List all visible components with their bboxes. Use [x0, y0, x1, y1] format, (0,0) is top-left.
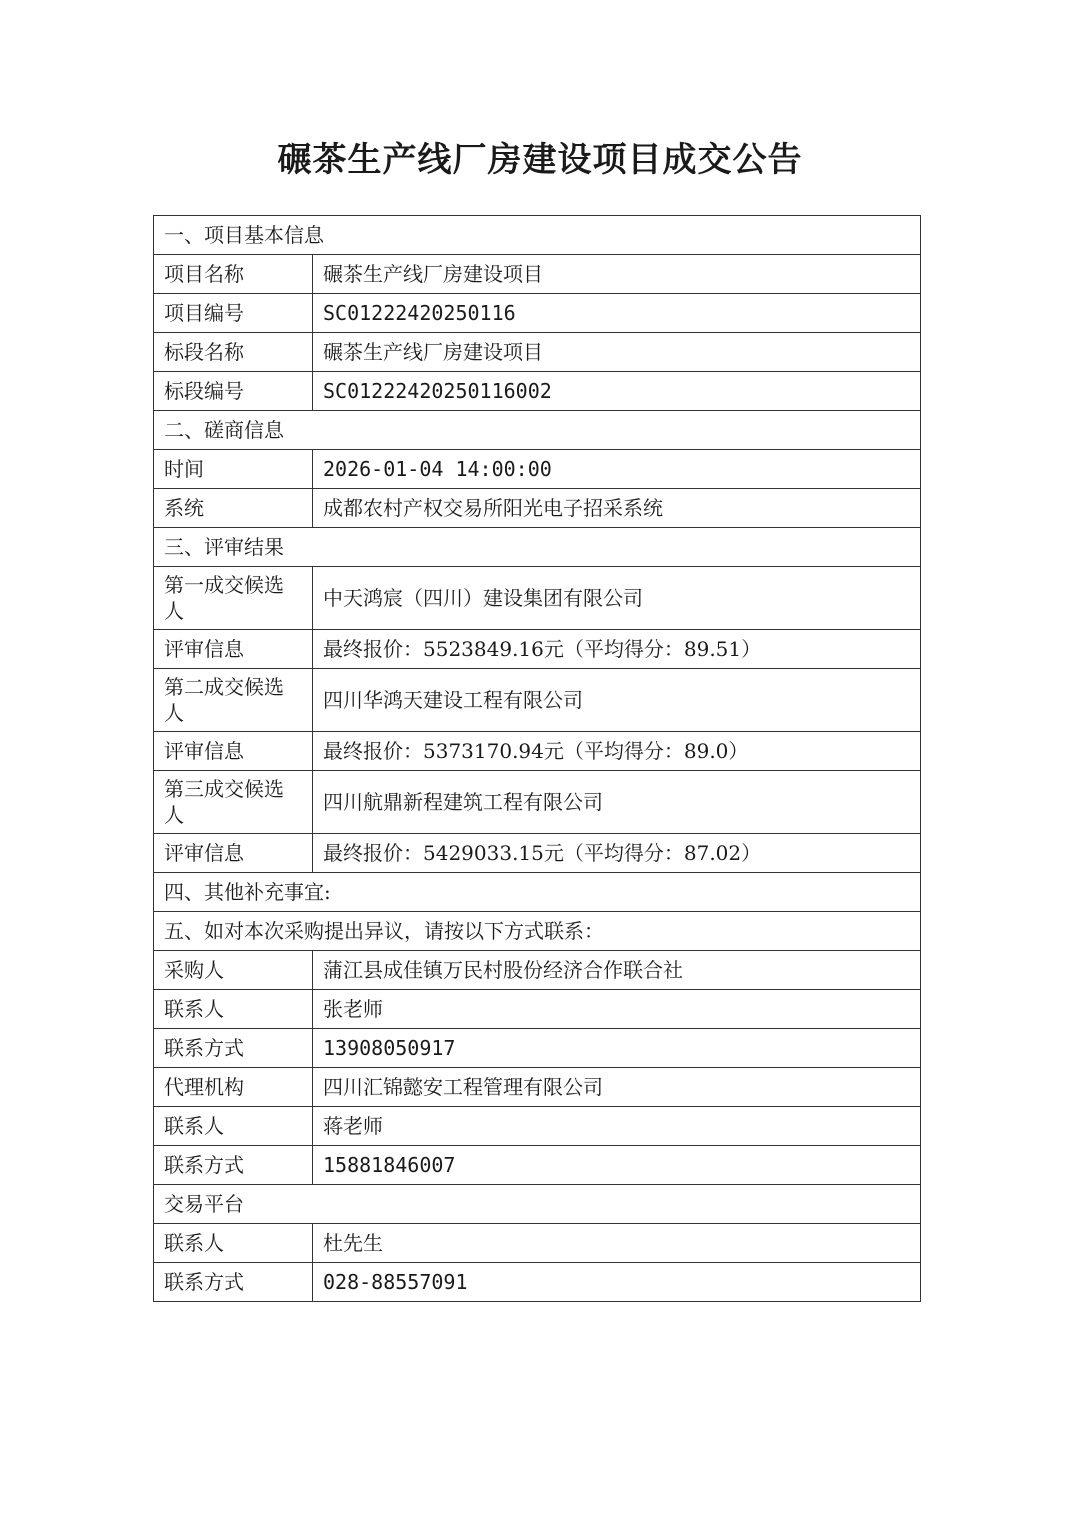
first-candidate-value: 中天鸿宸（四川）建设集团有限公司	[313, 567, 921, 630]
project-name-value: 碾茶生产线厂房建设项目	[313, 255, 921, 294]
third-review-info-label: 评审信息	[154, 834, 313, 873]
agent-phone-label: 联系方式	[154, 1146, 313, 1185]
table-row	[154, 669, 921, 732]
buyer-phone-label: 联系方式	[154, 1029, 313, 1068]
table-row	[154, 1185, 921, 1224]
platform-contact-person-value: 杜先生	[313, 1224, 921, 1263]
first-review-info-label: 评审信息	[154, 630, 313, 669]
buyer-label: 采购人	[154, 951, 313, 990]
table-row	[154, 294, 921, 333]
table-row	[154, 1146, 921, 1185]
section-heading-review: 三、评审结果	[154, 528, 921, 567]
table-row	[154, 834, 921, 873]
table-row	[154, 372, 921, 411]
agent-contact-person-label: 联系人	[154, 1107, 313, 1146]
section-heading-platform: 交易平台	[154, 1185, 921, 1224]
project-code-label: 项目编号	[154, 294, 313, 333]
table-row	[154, 1029, 921, 1068]
section-heading-negotiation: 二、磋商信息	[154, 411, 921, 450]
table-row	[154, 333, 921, 372]
second-candidate-value: 四川华鸿天建设工程有限公司	[313, 669, 921, 732]
section-heading-contact: 五、如对本次采购提出异议，请按以下方式联系：	[154, 912, 921, 951]
table-row	[154, 1107, 921, 1146]
second-review-info-value: 最终报价：5373170.94元（平均得分：89.0）	[313, 732, 921, 771]
buyer-phone-value: 13908050917	[313, 1029, 921, 1068]
lot-name-value: 碾茶生产线厂房建设项目	[313, 333, 921, 372]
table-row	[154, 528, 921, 567]
agent-contact-person-value: 蒋老师	[313, 1107, 921, 1146]
second-review-info-label: 评审信息	[154, 732, 313, 771]
agent-value: 四川汇锦懿安工程管理有限公司	[313, 1068, 921, 1107]
table-row	[154, 990, 921, 1029]
section-heading-other: 四、其他补充事宜:	[154, 873, 921, 912]
project-name-label: 项目名称	[154, 255, 313, 294]
page-title: 碾茶生产线厂房建设项目成交公告	[277, 140, 803, 180]
second-candidate-label: 第二成交候选人	[154, 669, 313, 732]
section-heading-basic: 一、项目基本信息	[154, 216, 921, 255]
lot-name-label: 标段名称	[154, 333, 313, 372]
table-row	[154, 873, 921, 912]
time-label: 时间	[154, 450, 313, 489]
time-value: 2026-01-04 14:00:00	[313, 450, 921, 489]
buyer-contact-person-label: 联系人	[154, 990, 313, 1029]
system-value: 成都农村产权交易所阳光电子招采系统	[313, 489, 921, 528]
table-row	[154, 567, 921, 630]
project-code-value: SC01222420250116	[313, 294, 921, 333]
third-candidate-value: 四川航鼎新程建筑工程有限公司	[313, 771, 921, 834]
table-row	[154, 630, 921, 669]
table-row	[154, 1263, 921, 1302]
table-row	[154, 951, 921, 990]
table-row	[154, 489, 921, 528]
first-candidate-label: 第一成交候选人	[154, 567, 313, 630]
table-row	[154, 771, 921, 834]
agent-phone-value: 15881846007	[313, 1146, 921, 1185]
platform-contact-person-label: 联系人	[154, 1224, 313, 1263]
platform-phone-label: 联系方式	[154, 1263, 313, 1302]
lot-code-label: 标段编号	[154, 372, 313, 411]
table-row	[154, 1224, 921, 1263]
table-row	[154, 912, 921, 951]
table-row	[154, 450, 921, 489]
table-row	[154, 255, 921, 294]
lot-code-value: SC01222420250116002	[313, 372, 921, 411]
buyer-value: 蒲江县成佳镇万民村股份经济合作联合社	[313, 951, 921, 990]
third-review-info-value: 最终报价：5429033.15元（平均得分：87.02）	[313, 834, 921, 873]
table-row	[154, 732, 921, 771]
system-label: 系统	[154, 489, 313, 528]
platform-phone-value: 028-88557091	[313, 1263, 921, 1302]
first-review-info-value: 最终报价：5523849.16元（平均得分：89.51）	[313, 630, 921, 669]
table-row	[154, 411, 921, 450]
third-candidate-label: 第三成交候选人	[154, 771, 313, 834]
announcement-table	[153, 215, 921, 1302]
table-row	[154, 1068, 921, 1107]
agent-label: 代理机构	[154, 1068, 313, 1107]
table-row	[154, 216, 921, 255]
buyer-contact-person-value: 张老师	[313, 990, 921, 1029]
